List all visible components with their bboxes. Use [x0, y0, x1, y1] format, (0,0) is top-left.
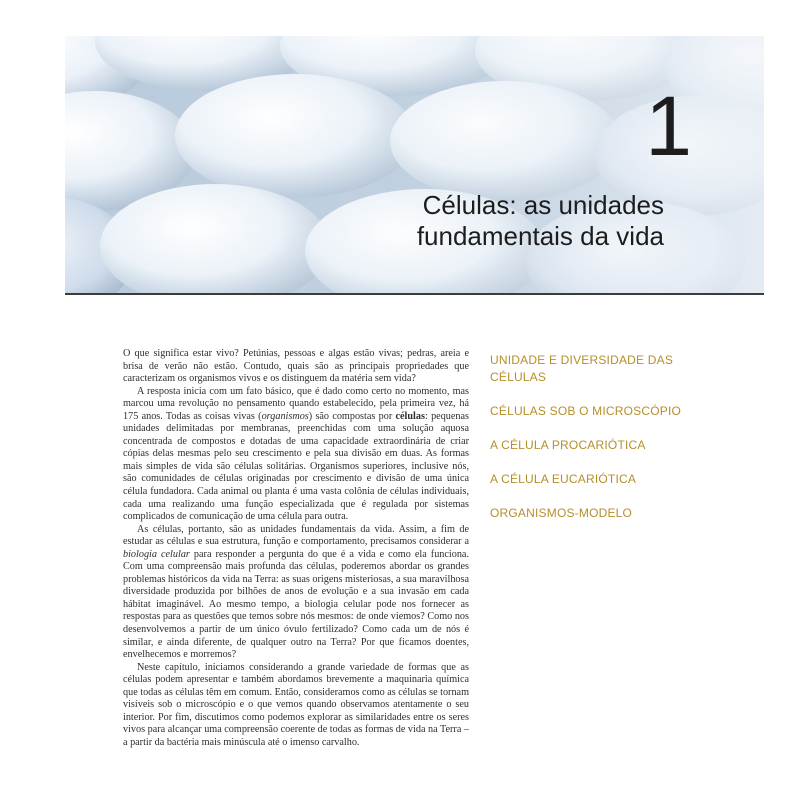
body-paragraph	[123, 386, 469, 524]
body-paragraph	[123, 348, 469, 386]
text-run: O que significa estar vivo? Petúnias, pessoas e algas estão vivas; pedras, areia e brisa de verão não estão. Contudo, quais são as principais propriedades que caracterizam os organismos vivos e os distinguem da matéria sem vida?	[123, 348, 469, 385]
section-item-celula-procariotica[interactable]: A CÉLULA PROCARIÓTICA	[490, 438, 646, 452]
body-paragraph	[123, 524, 469, 662]
text-run: para responder a pergunta do que é a vida e como ela funciona. Com uma compreensão mais profunda das células, poderemos abordar os grandes problemas históricos da vida na Terra: as suas origens misteriosas, a sua maravilhosa diversidade produzida por bilhões de anos de evolução e a sua invasão em cada hábitat imaginável. Ao mesmo tempo, a biologia celular pode nos fornecer as respostas para as questões que temos sobre nós mesmos: de onde viemos? Como nos desenvolvemos a partir de um único óvulo fertilizado? Como cada um de nós é similar, e ainda diferente, de qualquer outro na Terra? Por que ficamos doentes, envelhecemos e morremos?	[123, 548, 469, 661]
section-item-organismos-modelo[interactable]: ORGANISMOS-MODELO	[490, 506, 633, 520]
body-paragraph	[123, 662, 469, 750]
text-run: ) são compostas por	[308, 410, 396, 422]
section-item-unidade-diversidade[interactable]: UNIDADE E DIVERSIDADE DAS CÉLULAS	[490, 353, 674, 384]
chapter-title: Células: as unidades fundamentais da vida	[416, 190, 664, 251]
text-run: A resposta inicia com um fato básico, que é dado como certo no momento, mas marcou uma revolução no pensamento quando estabelecido, pela primeira vez, há 175 anos. Todas as coisas vivas (	[123, 385, 469, 422]
text-run: Neste capítulo, iniciamos considerando a grande variedade de formas que as células podem apresentar e também abordamos brevemente a maquinaria química que todas as células têm em comum. Então, consideramos como as células se tornam visíveis sob o microscópio e o que vemos quando observamos atentamente o seu interior. Por fim, discutimos como podemos explorar as similaridades entre os seres vivos para alcançar uma compreensão coerente de todas as formas de vida na Terra – a partir da bactéria mais minúscula até o imenso carvalho.	[123, 661, 469, 748]
bold-term: células	[395, 410, 425, 422]
section-item-microscopio[interactable]: CÉLULAS SOB O MICROSCÓPIO	[490, 404, 682, 418]
text-run: : pequenas unidades delimitadas por membranas, preenchidas com uma solução aquosa concentrada de compostos e dotadas de uma capacidade extraordinária de criar cópias delas mesmas pelo seu crescimento e pela sua divisão em duas. As formas mais simples de vida são células solitárias. Organismos superiores, inclusive nós, são comunidades de células originadas por crescimento e divisão de uma única célula fundadora. Cada animal ou planta é uma vasta colônia de células individuais, cada uma realizando uma função especializada que é regulada por sistemas complicados de comunicação de uma célula para outra.	[123, 410, 469, 523]
chapter-intro-text	[123, 348, 469, 750]
banner-divider	[65, 293, 764, 295]
italic-term: biologia celular	[123, 548, 190, 560]
section-item-celula-eucariotica[interactable]: A CÉLULA EUCARIÓTICA	[490, 472, 637, 486]
section-list	[490, 352, 690, 522]
italic-term: organismos	[261, 410, 309, 422]
chapter-number: 1	[645, 79, 690, 173]
text-run: As células, portanto, são as unidades fundamentais da vida. Assim, a fim de estudar as células e sua estrutura, função e comportamento, precisamos considerar a	[123, 523, 469, 548]
